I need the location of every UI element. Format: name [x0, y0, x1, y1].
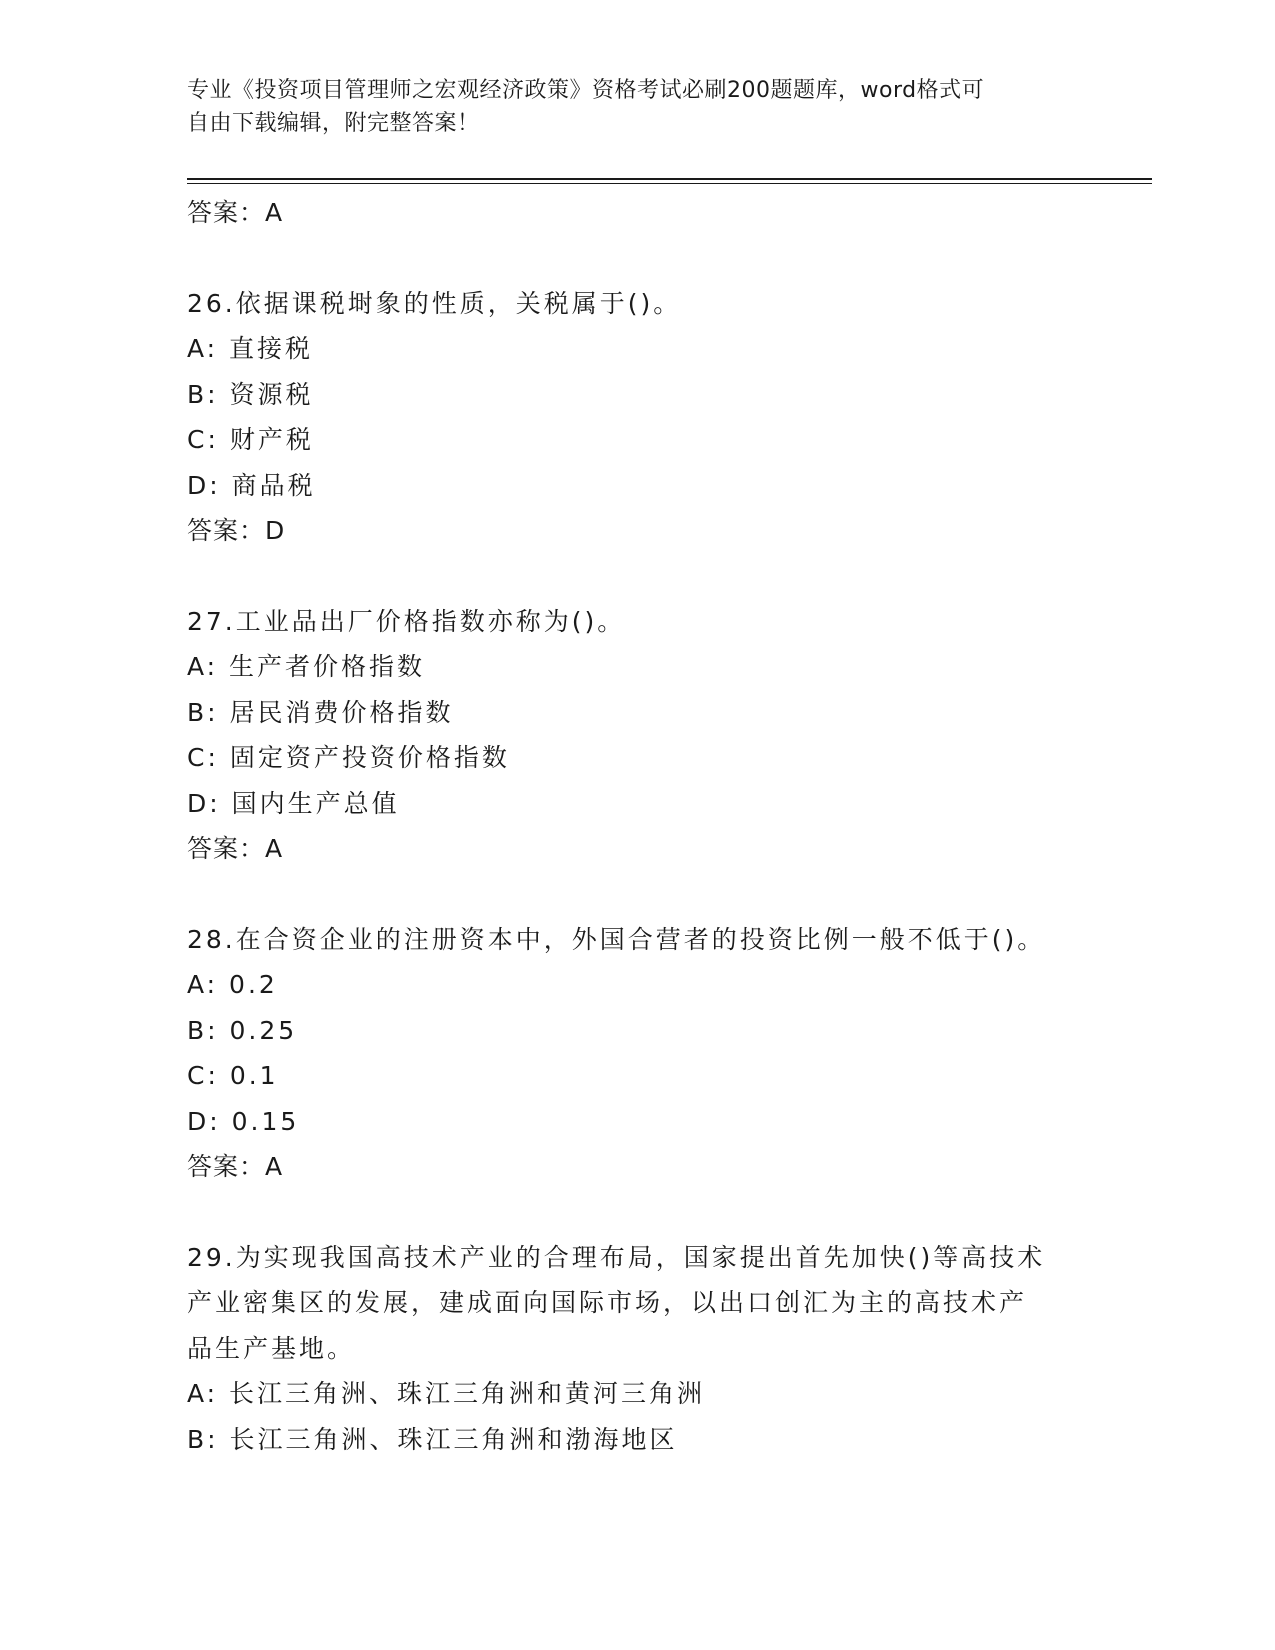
option-c: C: 0.1 — [187, 1061, 279, 1090]
option-b: B: 居民消费价格指数 — [187, 697, 454, 727]
option-b: B: 资源税 — [187, 379, 314, 409]
header-rule-thin — [187, 183, 1152, 184]
option-a: A: 生产者价格指数 — [187, 652, 426, 681]
question-stem: 26.依据课税埘象的性质，关税属于()。 — [187, 288, 682, 318]
question-block — [187, 281, 1087, 554]
option-c: C: 财产税 — [187, 425, 314, 454]
question-block — [187, 599, 1087, 872]
header-line-2: 自由下载编辑，附完整答案！ — [187, 111, 480, 136]
question-stem: 28.在合资企业的注册资本中，外国合营者的投资比例一般不低于()。 — [187, 924, 1046, 954]
answer-line: 答案：A — [187, 834, 284, 863]
spacer — [187, 1190, 1087, 1235]
header-rule-thick — [187, 178, 1152, 180]
answer-line: 答案：A — [187, 1152, 284, 1181]
document-header — [187, 74, 1067, 140]
spacer — [187, 236, 1087, 281]
option-b: B: 长江三角洲、珠江三角洲和渤海地区 — [187, 1424, 678, 1454]
question-block — [187, 1235, 1087, 1463]
spacer — [187, 554, 1087, 599]
question-block — [187, 917, 1087, 1190]
option-a: A: 长江三角洲、珠江三角洲和黄河三角洲 — [187, 1379, 706, 1408]
option-d: D: 0.15 — [187, 1106, 300, 1136]
option-c: C: 固定资产投资价格指数 — [187, 743, 510, 772]
question-stem-line-3: 品生产基地。 — [187, 1333, 356, 1363]
option-b: B: 0.25 — [187, 1015, 298, 1045]
spacer — [187, 872, 1087, 917]
option-d: D: 国内生产总值 — [187, 788, 400, 818]
answer-line: 答案：A — [187, 198, 284, 227]
answer-line: 答案：D — [187, 516, 286, 545]
question-stem-line-1: 29.为实现我国高技术产业的合理布局，国家提出首先加快()等高技术 — [187, 1242, 1046, 1272]
question-stem-line-2: 产业密集区的发展，建成面向国际市场，以出口创汇为主的高技术产 — [187, 1288, 1028, 1317]
question-stem: 27.工业品出厂价格指数亦称为()。 — [187, 606, 626, 636]
question-list — [187, 190, 1087, 1462]
option-a: A: 0.2 — [187, 970, 278, 999]
header-line-1: 专业《投资项目管理师之宏观经济政策》资格考试必刷200题题库，word格式可 — [187, 78, 985, 103]
option-d: D: 商品税 — [187, 470, 316, 500]
option-a: A: 直接税 — [187, 334, 314, 363]
